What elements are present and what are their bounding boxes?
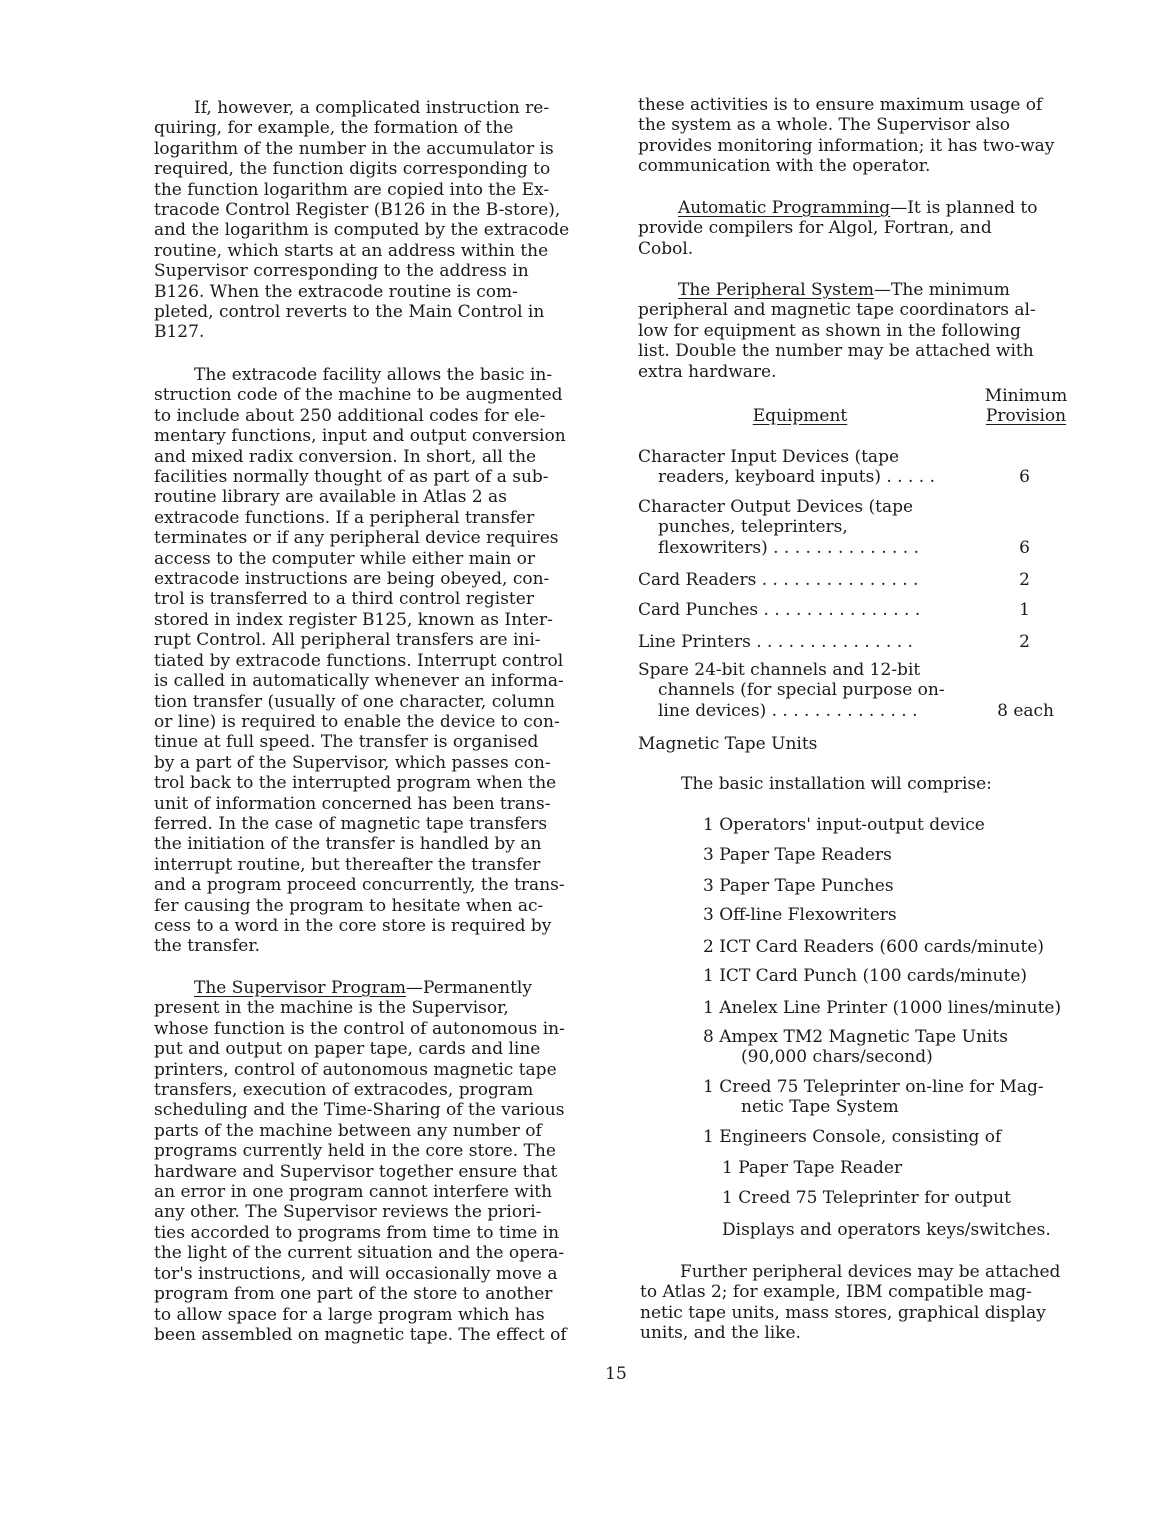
section-heading-peripheral: The Peripheral System xyxy=(678,280,875,300)
text-line: logarithm of the number in the accumulator is xyxy=(154,138,554,159)
column-header-minimum: Minimum xyxy=(984,386,1068,406)
text-line: cess to a word in the core store is required by xyxy=(154,915,552,936)
text-line: peripheral and magnetic tape coordinators al- xyxy=(638,300,1036,321)
text-line: access to the computer while either main or xyxy=(154,548,536,569)
text-line: list. Double the number may be attached with xyxy=(638,341,1034,362)
text-line: by a part of the Supervisor, which passes con- xyxy=(154,752,551,773)
minimum-provision: 2 xyxy=(1019,570,1030,590)
text-line: pleted, control reverts to the Main Control in xyxy=(154,302,545,323)
text-line: program from one part of the store to another xyxy=(154,1284,553,1305)
para-extracode-facility xyxy=(154,365,566,957)
text-line: interrupt routine, but thereafter the transfer xyxy=(154,854,541,875)
text-line: printers, control of autonomous magnetic tape xyxy=(154,1059,557,1080)
equipment-name: Line Printers . . . . . . . . . . . . . . . xyxy=(638,632,913,652)
list-item-text: 1 Anelex Line Printer (1000 lines/minute) xyxy=(703,998,1062,1018)
text-line: trol back to the interrupted program when the xyxy=(154,773,557,794)
text-line: Further peripheral devices may be attached xyxy=(680,1262,1061,1282)
equipment-name: readers, keyboard inputs) . . . . . xyxy=(658,467,935,488)
list-item-text: Displays and operators keys/switches. xyxy=(722,1220,1051,1240)
list-item-text: 1 Creed 75 Teleprinter on-line for Mag- xyxy=(703,1077,1044,1097)
equipment-name: Spare 24-bit channels and 12-bit xyxy=(638,660,921,680)
text-line: tor's instructions, and will occasionally move a xyxy=(154,1263,558,1284)
list-item-text: 1 Operators' input-output device xyxy=(703,815,985,835)
text-line: terminates or if any peripheral device requires xyxy=(154,528,559,549)
list-item xyxy=(722,1158,902,1178)
table-row xyxy=(638,660,1070,721)
list-item xyxy=(703,966,1027,986)
text-line: hardware and Supervisor together ensure that xyxy=(154,1161,558,1182)
text-line: these activities is to ensure maximum usage of xyxy=(638,95,1043,115)
para-supervisor-program xyxy=(154,978,567,1345)
list-item xyxy=(703,1127,1001,1147)
text-line xyxy=(154,978,567,998)
equipment-name: Magnetic Tape Units xyxy=(638,734,818,754)
text-line: rupt Control. All peripheral transfers are ini- xyxy=(154,630,541,651)
text-fragment: —It is planned to xyxy=(890,198,1038,218)
equipment-name: flexowriters) . . . . . . . . . . . . . . xyxy=(658,537,920,558)
text-line: the initiation of the transfer is handled by an xyxy=(154,834,542,855)
text-line: an error in one program cannot interfere with xyxy=(154,1182,553,1203)
para-further-peripherals xyxy=(640,1262,1060,1344)
table-row xyxy=(638,734,1070,754)
section-heading-supervisor: The Supervisor Program xyxy=(194,978,407,998)
text-line: whose function is the control of autonomous in- xyxy=(154,1018,565,1039)
minimum-provision: 6 xyxy=(1019,467,1030,488)
table-row xyxy=(638,497,1070,558)
text-line: ferred. In the case of magnetic tape transfers xyxy=(154,813,548,834)
text-line: required, the function digits corresponding to xyxy=(154,159,551,180)
text-line: routine library are available in Atlas 2 as xyxy=(154,487,507,508)
equipment-name: Character Output Devices (tape xyxy=(638,497,914,517)
list-item-text: 1 ICT Card Punch (100 cards/minute) xyxy=(703,966,1028,986)
text-line: B127. xyxy=(154,322,205,343)
text-line: tinue at full speed. The transfer is organised xyxy=(154,732,539,753)
list-item xyxy=(703,845,892,865)
text-line: been assembled on magnetic tape. The effect of xyxy=(154,1324,567,1345)
text-line: provides monitoring information; it has two-way xyxy=(638,135,1055,156)
text-fragment: —The minimum xyxy=(874,280,1010,300)
list-item xyxy=(703,876,894,896)
text-line: If, however, a complicated instruction re- xyxy=(194,98,550,118)
text-line: parts of the machine between any number of xyxy=(154,1120,542,1141)
text-line: tracode Control Register (B126 in the B-store), xyxy=(154,200,561,221)
list-item-text: 2 ICT Card Readers (600 cards/minute) xyxy=(703,937,1045,957)
text-line: to allow space for a large program which has xyxy=(154,1304,545,1325)
list-item-text: 1 Creed 75 Teleprinter for output xyxy=(722,1188,1011,1208)
text-line: trol is transferred to a third control register xyxy=(154,589,534,610)
equipment-name: line devices) . . . . . . . . . . . . . . xyxy=(658,700,918,721)
text-line: mentary functions, input and output conversion xyxy=(154,426,566,447)
para-automatic-programming xyxy=(638,198,1037,259)
text-line: routine, which starts at an address within the xyxy=(154,240,549,261)
text-line: or line) is required to enable the device to con- xyxy=(154,711,560,732)
text-line: facilities normally thought of as part of a sub- xyxy=(154,467,549,488)
text-line: extracode functions. If a peripheral transfer xyxy=(154,507,535,528)
text-line: and mixed radix conversion. In short, all the xyxy=(154,446,537,467)
column-header-provision: Provision xyxy=(985,406,1067,426)
minimum-provision: 2 xyxy=(1019,632,1030,652)
text-line: tion transfer (usually of one character, column xyxy=(154,691,555,712)
column-header-equipment: Equipment xyxy=(752,406,848,426)
text-line: B126. When the extracode routine is com- xyxy=(154,281,518,302)
text-line: present in the machine is the Supervisor, xyxy=(154,998,509,1019)
text-line: extracode instructions are being obeyed, con- xyxy=(154,569,550,590)
list-item-text: 3 Paper Tape Readers xyxy=(703,845,892,865)
text-line: struction code of the machine to be augmented xyxy=(154,385,563,406)
text-line: unit of information concerned has been trans- xyxy=(154,793,551,814)
equipment-name: punches, teleprinters, xyxy=(658,517,848,538)
text-line: the light of the current situation and the opera- xyxy=(154,1243,565,1264)
equipment-name: Card Punches . . . . . . . . . . . . . . . xyxy=(638,600,921,620)
table-row xyxy=(638,570,1070,590)
para-complicated-instruction xyxy=(154,98,569,343)
list-item xyxy=(703,905,897,925)
text-line: the system as a whole. The Supervisor also xyxy=(638,115,1011,136)
list-item-text: 1 Engineers Console, consisting of xyxy=(703,1127,1002,1147)
text-line: is called in automatically whenever an informa- xyxy=(154,671,564,692)
section-heading-autoprog: Automatic Programming xyxy=(678,198,891,218)
text-line: extra hardware. xyxy=(638,361,777,382)
text-line: put and output on paper tape, cards and line xyxy=(154,1039,541,1060)
minimum-provision: 1 xyxy=(1019,600,1030,620)
text-line: units, and the like. xyxy=(640,1323,801,1344)
minimum-provision: 6 xyxy=(1019,537,1030,558)
text-line: netic tape units, mass stores, graphical display xyxy=(640,1302,1046,1323)
text-line: to Atlas 2; for example, IBM compatible mag- xyxy=(640,1282,1032,1303)
text-line xyxy=(638,198,1037,218)
table-row xyxy=(638,600,1070,620)
text-line: transfers, execution of extracodes, program xyxy=(154,1080,534,1101)
list-item xyxy=(722,1188,1011,1208)
list-item-text: 3 Paper Tape Punches xyxy=(703,876,894,896)
text-line: and the logarithm is computed by the extracode xyxy=(154,220,570,241)
text-line: any other. The Supervisor reviews the priori- xyxy=(154,1202,542,1223)
list-item-text: 1 Paper Tape Reader xyxy=(722,1158,903,1178)
basic-installation-intro: The basic installation will comprise: xyxy=(681,774,992,794)
text-fragment: —Permanently xyxy=(406,978,532,998)
text-line xyxy=(638,280,1036,300)
text-line: fer causing the program to hesitate when ac- xyxy=(154,895,544,916)
text-line: communication with the operator. xyxy=(638,156,931,177)
list-item xyxy=(703,937,1044,957)
text-line: The extracode facility allows the basic in- xyxy=(194,365,553,385)
list-item-text: (90,000 chars/second) xyxy=(741,1047,933,1068)
text-line: provide compilers for Algol, Fortran, and xyxy=(638,218,992,239)
text-line: ties accorded to programs from time to time in xyxy=(154,1222,560,1243)
equipment-name: Character Input Devices (tape xyxy=(638,447,900,467)
text-line: the function logarithm are copied into the Ex- xyxy=(154,179,550,200)
text-line: Cobol. xyxy=(638,238,694,259)
equipment-name: Card Readers . . . . . . . . . . . . . . . xyxy=(638,570,919,590)
table-row xyxy=(638,632,1070,652)
para-activities-continued xyxy=(638,95,1054,177)
minimum-provision: 8 each xyxy=(997,700,1054,721)
text-line: stored in index register B125, known as Inter- xyxy=(154,609,553,630)
list-item-text: 8 Ampex TM2 Magnetic Tape Units xyxy=(703,1027,1008,1047)
table-row xyxy=(638,447,1070,488)
list-item xyxy=(722,1220,1051,1240)
list-item-text: netic Tape System xyxy=(741,1097,899,1118)
para-peripheral-system xyxy=(638,280,1036,382)
list-item xyxy=(703,998,1061,1018)
text-line: Supervisor corresponding to the address in xyxy=(154,261,529,282)
text-line: programs currently held in the core store. The xyxy=(154,1141,556,1162)
list-item-text: 3 Off-line Flexowriters xyxy=(703,905,897,925)
text-line: quiring, for example, the formation of the xyxy=(154,118,514,139)
list-item xyxy=(703,1077,1044,1118)
list-item xyxy=(703,1027,1008,1068)
text-line: and a program proceed concurrently, the trans- xyxy=(154,875,565,896)
page-number: 15 xyxy=(605,1364,627,1384)
list-item xyxy=(703,815,985,835)
text-line: scheduling and the Time-Sharing of the various xyxy=(154,1100,565,1121)
text-line: to include about 250 additional codes for ele- xyxy=(154,405,546,426)
equipment-name: channels (for special purpose on- xyxy=(658,680,945,701)
text-line: low for equipment as shown in the following xyxy=(638,320,1021,341)
text-line: the transfer. xyxy=(154,936,261,957)
text-line: tiated by extracode functions. Interrupt control xyxy=(154,650,564,671)
